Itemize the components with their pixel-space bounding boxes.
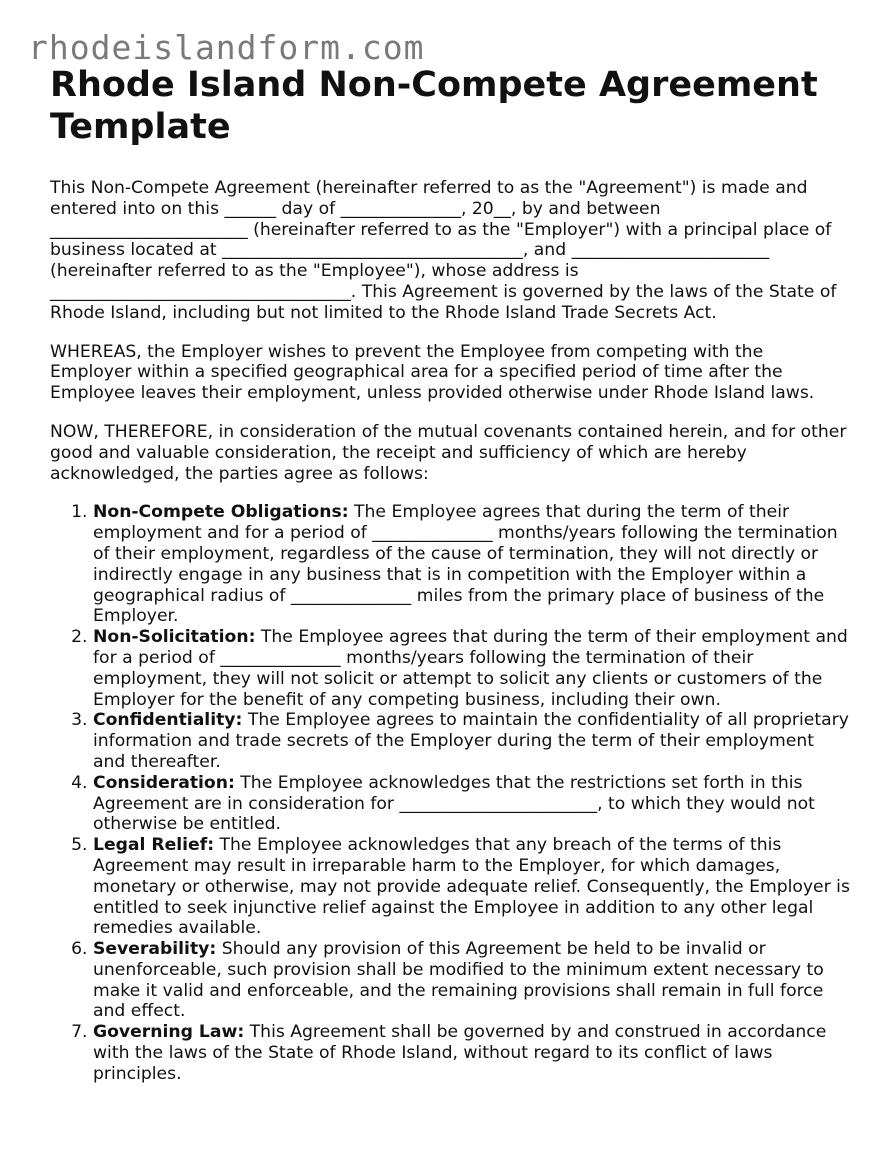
clause-heading: Non-Compete Obligations: xyxy=(93,502,349,523)
clause-heading: Confidentiality: xyxy=(93,710,243,731)
therefore-paragraph: NOW, THEREFORE, in consideration of the mutual covenants contained herein, and for other good and valuable consideration, the receipt and sufficiency of which are hereby acknowledged, the parties agree as follows: xyxy=(50,421,847,484)
clause-text: This Agreement shall be governed by and construed in accordance with the laws of the State of Rhode Island, without regard to its conflict of laws principles. xyxy=(93,1022,827,1084)
clause-heading: Governing Law: xyxy=(93,1022,245,1043)
clause-list xyxy=(50,502,850,1084)
clause-text: The Employee agrees to maintain the confidentiality of all proprietary information and trade secrets of the Employer during the term of their employment and thereafter. xyxy=(93,710,849,772)
whereas-paragraph: WHEREAS, the Employer wishes to prevent the Employee from competing with the Employer within a specified geographical area for a specified period of time after the Employee leaves their employment, unless provided otherwise under Rhode Island laws. xyxy=(50,341,815,404)
clause-item xyxy=(93,835,850,939)
intro-paragraph: This Non-Compete Agreement (hereinafter referred to as the "Agreement") is made and entered into on this ______ day of ______________, 20__, by and between _______________________ (hereinafter referred to as the "Employer") with a principal place of business located at ___________________________________, and _______________________ (hereinafter referred to as the "Employee"), whose address is ___________________________________. This Agreement is governed by the laws of the State of Rhode Island, including but not limited to the Rhode Island Trade Secrets Act. xyxy=(50,178,837,323)
document-body xyxy=(50,64,850,1085)
clause-text: The Employee agrees that during the term of their employment and for a period of ______________ months/years following the termination of their employment, regardless of the cause of termination, they will not directly or indirectly engage in any business that is in competition with the Employer within a geographical radius of ______________ miles from the primary place of business of the Employer. xyxy=(93,502,838,627)
clause-item xyxy=(93,710,850,772)
clause-text: Should any provision of this Agreement be held to be invalid or unenforceable, such provision shall be modified to the minimum extent necessary to make it valid and enforceable, and the remaining provisions shall remain in full force and effect. xyxy=(93,939,824,1022)
clause-heading: Legal Relief: xyxy=(93,835,215,856)
clause-heading: Consideration: xyxy=(93,772,235,793)
clause-item xyxy=(93,939,850,1022)
clause-text: The Employee acknowledges that any breach of the terms of this Agreement may result in irreparable harm to the Employer, for which damages, monetary or otherwise, may not provide adequate relief. Consequently, the Employer is entitled to seek injunctive relief against the Employee in addition to any other legal remedies available. xyxy=(93,835,850,939)
watermark: rhodeislandform.com xyxy=(28,28,425,67)
clause-item xyxy=(93,1022,850,1084)
clause-heading: Non-Solicitation: xyxy=(93,627,256,648)
clause-item xyxy=(93,773,850,835)
clause-text: The Employee acknowledges that the restrictions set forth in this Agreement are in consideration for _______________________, to which they would not otherwise be entitled. xyxy=(93,772,815,835)
clause-heading: Severability: xyxy=(93,939,217,960)
clause-text: The Employee agrees that during the term of their employment and for a period of ______________ months/years following the termination of their employment, they will not solicit or attempt to solicit any clients or customers of the Employer for the benefit of any competing business, including their own. xyxy=(93,627,848,710)
page-title: Rhode Island Non-Compete Agreement Template xyxy=(50,65,818,147)
clause-item xyxy=(93,502,850,627)
clause-item xyxy=(93,627,850,710)
